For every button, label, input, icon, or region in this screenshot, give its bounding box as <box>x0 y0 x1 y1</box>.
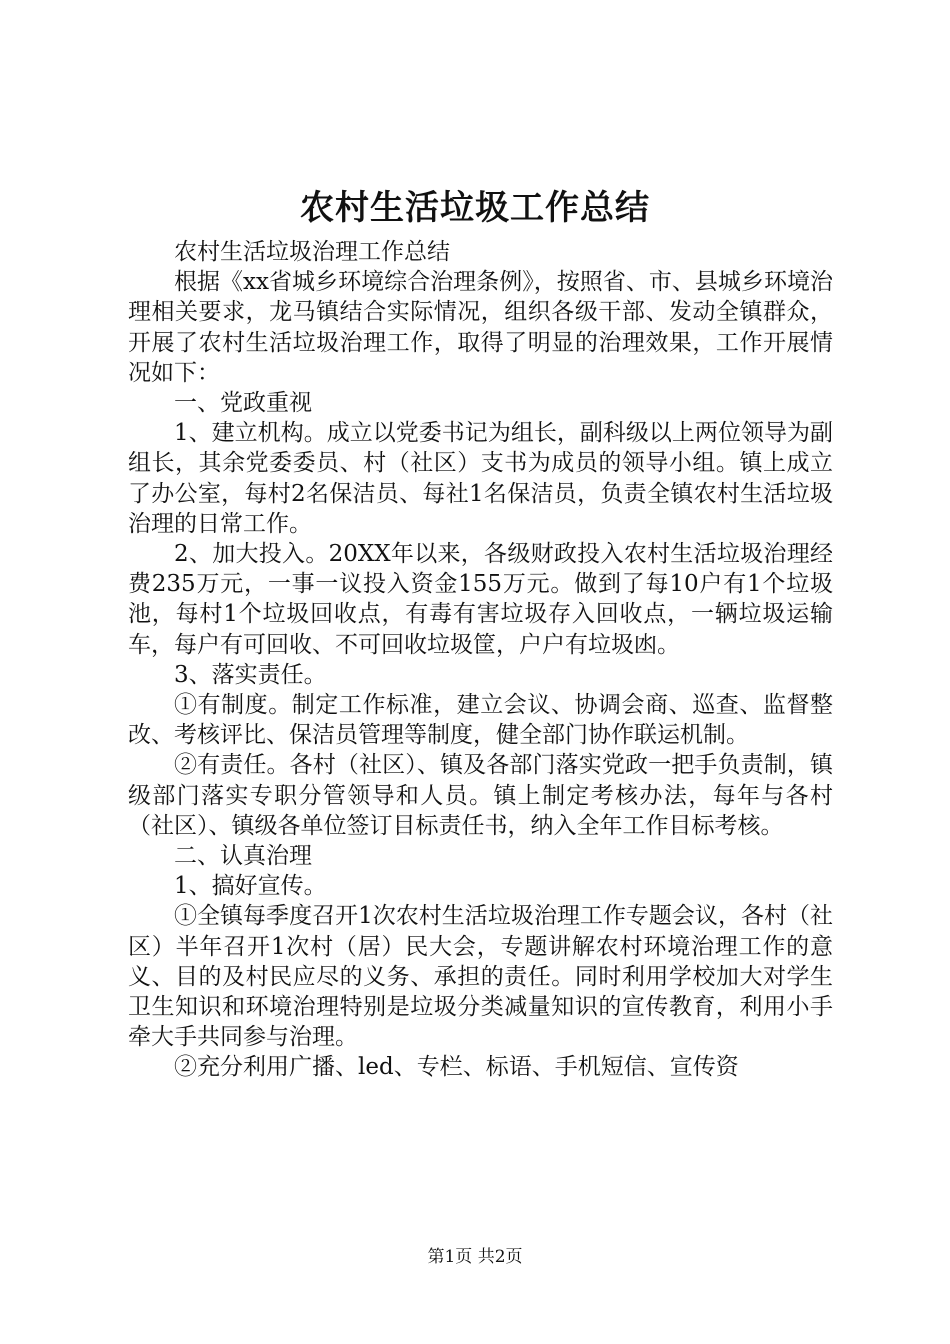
body-paragraph-1-3-2: ②有责任。各村（社区）、镇及各部门落实党政一把手负责制，镇级部门落实专职分管领导和人员。镇上制定考核办法，每年与各村（社区）、镇级各单位签订目标责任书，纳入全年工作目标考核。 <box>128 752 833 839</box>
body-paragraph-2-1-2: ②充分利用广播、led、专栏、标语、手机短信、宣传资 <box>174 1054 739 1081</box>
body-paragraph-intro: 根据《xx省城乡环境综合治理条例》，按照省、市、县城乡环境治理相关要求，龙马镇结合实际情况，组织各级干部、发动全镇群众，开展了农村生活垃圾治理工作，取得了明显的治理效果，工作开展情况如下： <box>128 269 833 386</box>
document-title: 农村生活垃圾工作总结 <box>300 188 650 228</box>
section-heading-1: 一、党政重视 <box>174 390 312 417</box>
body-paragraph-2-1-1: ①全镇每季度召开1次农村生活垃圾治理工作专题会议，各村（社区）半年召开1次村（居）民大会，专题讲解农村环境治理工作的意义、目的及村民应尽的义务、承担的责任。同时利用学校加大对学生卫生知识和环境治理特别是垃圾分类减量知识的宣传教育，利用小手牵大手共同参与治理。 <box>128 903 833 1051</box>
document-body <box>128 237 833 1083</box>
body-paragraph-1-1: 1、建立机构。成立以党委书记为组长，副科级以上两位领导为副组长，其余党委委员、村（社区）支书为成员的领导小组。镇上成立了办公室，每村2名保洁员、每社1名保洁员，负责全镇农村生活垃圾治理的日常工作。 <box>128 420 833 537</box>
body-paragraph-subtitle: 农村生活垃圾治理工作总结 <box>174 239 450 265</box>
subheading-1-3: 3、落实责任。 <box>174 661 327 688</box>
body-paragraph-1-2: 2、加大投入。20XX年以来，各级财政投入农村生活垃圾治理经费235万元，一事一议投入资金155万元。做到了每10户有1个垃圾池，每村1个垃圾回收点，有毒有害垃圾存入回收点，一辆垃圾运输车，每户有可回收、不可回收垃圾筐，户户有垃圾凼。 <box>128 541 833 658</box>
body-paragraph-1-3-1: ①有制度。制定工作标准，建立会议、协调会商、巡查、监督整改、考核评比、保洁员管理等制度，健全部门协作联运机制。 <box>128 692 833 749</box>
page-footer: 第1页 共2页 <box>427 1247 523 1267</box>
section-heading-2: 二、认真治理 <box>174 843 312 870</box>
subheading-2-1: 1、搞好宣传。 <box>174 873 327 900</box>
